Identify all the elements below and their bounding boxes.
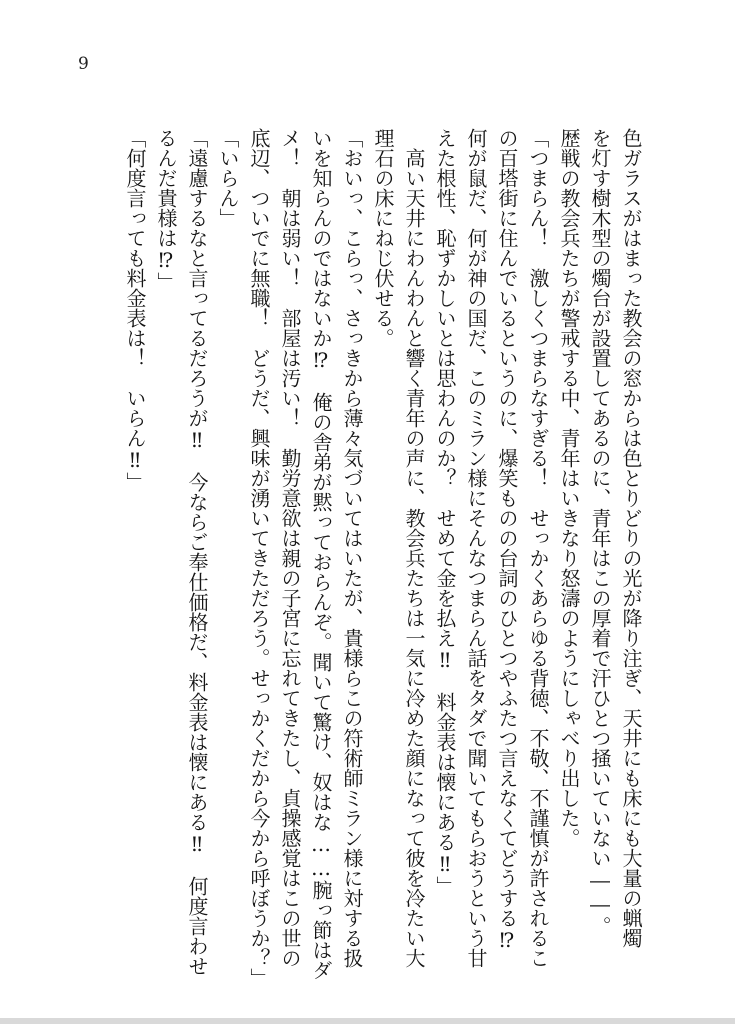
text-line: を灯す樹木型の燭台が設置してあるのに、青年はこの厚着で汗ひとつ掻いていない――。 xyxy=(588,128,612,936)
text-line: 何が鼠だ、何が神の国だ、このミラン様にそんなつまらん話をタダで聞いてもらおうという甘 xyxy=(464,128,488,968)
text-line: 「遠慮するなと言ってるだろうが‼ 今ならご奉仕価格だ、料金表は懐にある‼ 何度言わせ xyxy=(185,128,209,976)
text-line: の百塔街に住んでいるというのに、爆笑ものの台詞のひとつやふたつ言えなくてどうする⁉ xyxy=(495,128,519,952)
text-line: 「いらん」 xyxy=(216,128,240,228)
text-line: 理石の床にねじ伏せる。 xyxy=(371,128,395,348)
text-line: いを知らんのではないか⁉ 俺の舎弟が黙っておらんぞ。聞いて驚け、奴はな……腕っ節はダ xyxy=(309,128,333,980)
vertical-text-block xyxy=(41,128,641,988)
bottom-scrollbar-edge xyxy=(0,1018,735,1024)
page-number: 9 xyxy=(78,54,89,74)
text-line: 「何度言っても料金表は！ いらん‼」 xyxy=(123,128,147,492)
text-line: メ！ 朝は弱い！ 部屋は汚い！ 勤労意欲は親の子宮に忘れてきたし、貞操感覚はこの世の xyxy=(278,128,302,968)
text-line: 「つまらん！ 激しくつまらなすぎる！ せっかくあらゆる背徳、不敬、不謹慎が許されるこ xyxy=(526,128,550,968)
text-line: るんだ貴様は⁉」 xyxy=(154,128,178,292)
text-line: 「おいっ、こらっ、さっきから薄々気づいてはいたが、貴様らこの符術師ミラン様に対する扱 xyxy=(340,128,364,968)
text-line: 歴戦の教会兵たちが警戒する中、青年はいきなり怒濤のようにしゃべり出した。 xyxy=(557,128,581,848)
text-line: えた根性、恥ずかしいとは思わんのか？ せめて金を払え‼ 料金表は懐にある‼」 xyxy=(433,128,457,896)
text-line: 高い天井にわんわんと響く青年の声に、教会兵たちは一気に冷めた顔になって彼を冷たい大 xyxy=(402,128,426,968)
text-line: 色ガラスがはまった教会の窓からは色とりどりの光が降り注ぎ、天井にも床にも大量の蝋燭 xyxy=(619,128,643,948)
text-line: 底辺、ついでに無職！ どうだ、興味が湧いてきただろう。せっかくだから今から呼ぼうか？」 xyxy=(247,128,271,988)
